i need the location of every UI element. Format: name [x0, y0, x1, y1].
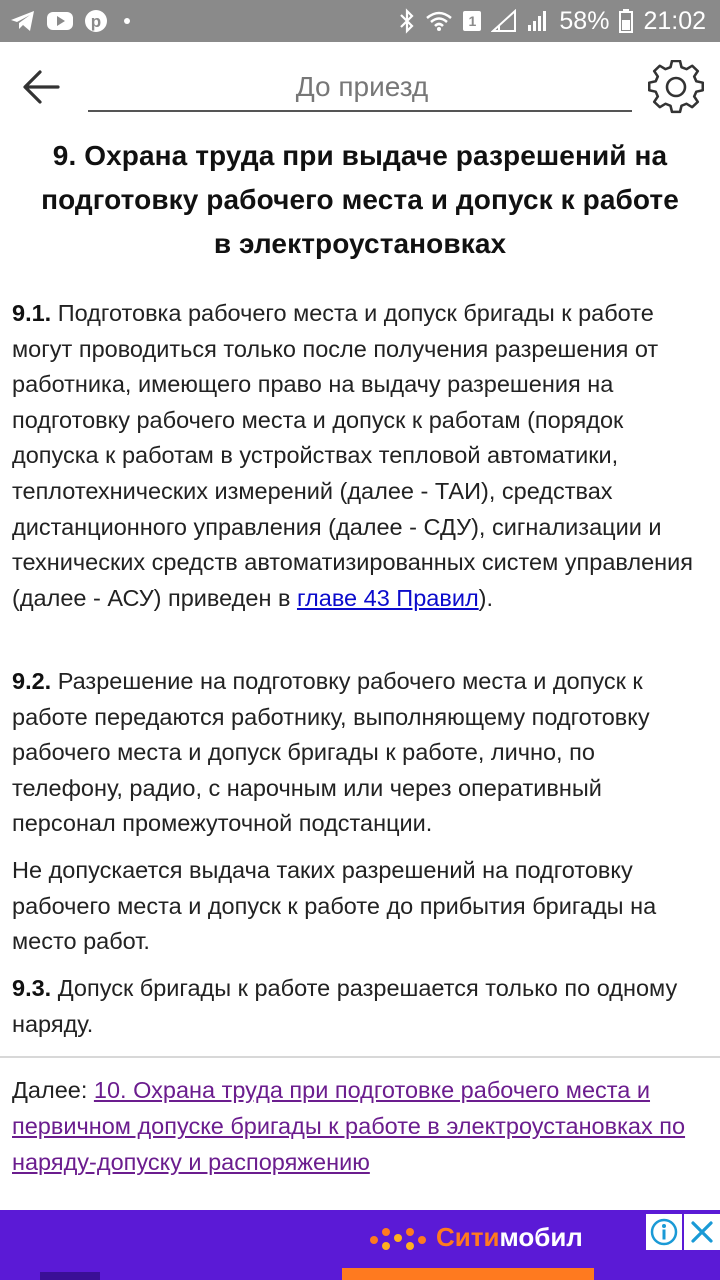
settings-button[interactable] [648, 60, 704, 116]
paragraph-text: Не допускается выдача таких разрешений на подготовку рабочего места и допуск к работе до прибытия бригады на место работ. [12, 857, 657, 955]
chapter-43-link[interactable]: главе 43 Правил [296, 584, 479, 611]
paragraph-number: 9.1. [12, 300, 52, 326]
youtube-icon [46, 10, 74, 32]
paragraph-text: Разрешение на подготовку рабочего места и допуск к работе передаются работнику, выполняющему подготовку рабочего места и допуск бригады к работе, лично, по телефону, радио, с нарочным или через оперативный персонал промежуточной подстанции. [12, 668, 650, 837]
paragraph-9-2-note [12, 853, 712, 960]
citymobil-logo-icon [368, 1224, 428, 1254]
ad-close-button[interactable] [684, 1214, 720, 1250]
battery-percent: 58% [559, 6, 610, 35]
ad-brand-part: мобил [499, 1222, 583, 1252]
section-title-line: в электроустановках [213, 228, 507, 259]
close-icon [688, 1218, 716, 1246]
next-label: Далее: [12, 1077, 88, 1103]
paragraph-number: 9.3. [12, 975, 52, 1001]
signal-icon [491, 9, 517, 33]
info-icon [649, 1217, 679, 1247]
ad-banner[interactable] [0, 1210, 720, 1280]
paragraph-9-1 [12, 296, 712, 616]
app-bar [0, 42, 720, 132]
paragraph-text: ). [478, 584, 494, 611]
divider [0, 1056, 720, 1058]
paragraph-text: Подготовка рабочего места и допуск бригады к работе могут проводиться только после получения разрешения от работника, имеющего право на выдачу разрешения на подготовку рабочего места и допуск к работам (порядок допуска к работам в устройствах тепловой автоматики, теплотехнических измерений (далее - ТАИ), средствах дистанционного управления (далее - СДУ), сигнализации и технических средств автоматизированных систем управления (далее - АСУ) приведен в [12, 300, 693, 611]
arrow-left-icon [18, 64, 68, 110]
section-title [0, 134, 720, 266]
bluetooth-icon [399, 8, 415, 34]
paragraph-9-3 [12, 971, 712, 1042]
next-chapter-link[interactable]: 10. Охрана труда при подготовке рабочего места и первичном допуске бригады к работе в электроустановках по наряду-допуску и распоряжению [12, 1077, 686, 1175]
sim-badge: 1 [463, 11, 481, 31]
battery-icon [619, 9, 633, 33]
ad-brand-name [436, 1222, 583, 1253]
search-input[interactable] [88, 64, 636, 110]
svg-text:p: p [90, 12, 102, 31]
paragraph-9-2 [12, 664, 712, 842]
ad-info-button[interactable] [646, 1214, 682, 1250]
notification-dot-icon [124, 18, 130, 24]
section-title-line: подготовку рабочего места и допуск к работе [41, 184, 679, 215]
status-bar [0, 0, 720, 42]
next-chapter-block [12, 1072, 712, 1180]
paragraph-text: Допуск бригады к работе разрешается только по одному наряду. [12, 975, 678, 1037]
ad-decoration [40, 1272, 100, 1280]
clock: 21:02 [643, 6, 706, 35]
search-field-container [88, 64, 632, 112]
back-button[interactable] [18, 64, 68, 110]
ad-decoration [342, 1268, 594, 1280]
paragraph-number: 9.2. [12, 668, 52, 694]
ad-brand-part: Сити [436, 1222, 500, 1252]
gear-icon [648, 60, 704, 116]
signal-bars-icon [527, 9, 549, 33]
wifi-icon [425, 10, 453, 32]
status-bar-right [399, 7, 706, 36]
status-bar-left [10, 9, 130, 33]
telegram-icon [10, 9, 36, 33]
pinterest-icon [84, 9, 108, 33]
section-title-line: 9. Охрана труда при выдаче разрешений на [52, 140, 668, 171]
